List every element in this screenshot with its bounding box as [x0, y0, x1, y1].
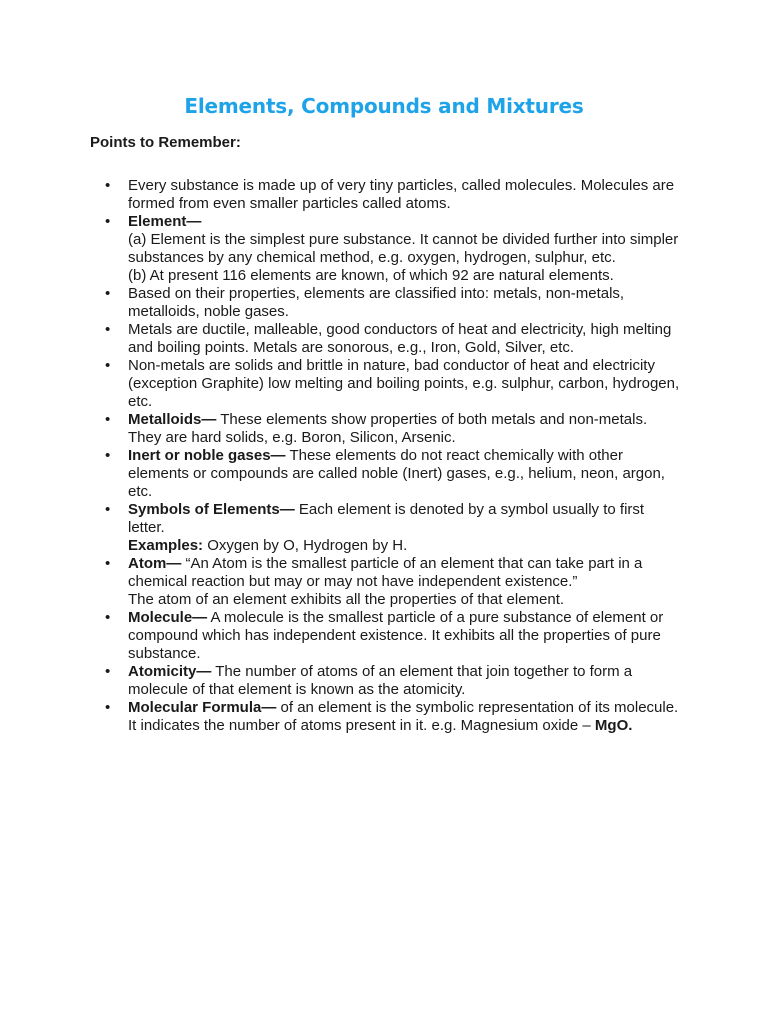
body-text: (a) Element is the simplest pure substance. It cannot be divided further into simpler substances by any chemical method, e.g. oxygen, hydrogen, sulphur, etc. — [128, 231, 679, 266]
list-item — [128, 213, 680, 285]
section-subtitle: Points to Remember: — [90, 134, 241, 151]
body-text: The atom of an element exhibits all the properties of that element. — [128, 591, 565, 608]
body-text: The number of atoms of an element that join together to form a molecule of that element is known as the atomicity. — [128, 663, 633, 698]
body-text: “An Atom is the smallest particle of an element that can take part in a chemical reaction but may or may not have independent existence.” — [128, 555, 643, 590]
list-item-line — [128, 231, 680, 267]
body-text: Non-metals are solids and brittle in nature, bad conductor of heat and electricity (exception Graphite) low melting and boiling points, e.g. sulphur, carbon, hydrogen, etc. — [128, 357, 680, 410]
term-label: Atom— — [128, 555, 182, 572]
list-item-line — [128, 609, 680, 663]
list-item — [128, 699, 680, 735]
points-list — [128, 177, 680, 735]
body-text: A molecule is the smallest particle of a pure substance of element or compound which has independent existence. It exhibits all the properties of pure substance. — [128, 609, 664, 662]
list-item-line — [128, 213, 680, 231]
body-text: These elements show properties of both metals and non-metals. They are hard solids, e.g. Boron, Silicon, Arsenic. — [128, 411, 648, 446]
list-item-line — [128, 555, 680, 591]
list-item-line — [128, 357, 680, 411]
body-text: Metals are ductile, malleable, good conductors of heat and electricity, high melting and boiling points. Metals are sonorous, e.g., Iron, Gold, Silver, etc. — [128, 321, 672, 356]
list-item-line — [128, 267, 680, 285]
body-text: (b) At present 116 elements are known, of which 92 are natural elements. — [128, 267, 614, 284]
body-text: Every substance is made up of very tiny particles, called molecules. Molecules are formed from even smaller particles called atoms. — [128, 177, 675, 212]
list-item-line — [128, 591, 680, 609]
list-item — [128, 501, 680, 555]
list-item — [128, 447, 680, 501]
body-text: Each element is denoted by a symbol usually to first letter. — [128, 501, 645, 536]
list-item-line — [128, 321, 680, 357]
list-item — [128, 357, 680, 411]
term-label: Molecule— — [128, 609, 208, 626]
list-item — [128, 177, 680, 213]
term-label: Molecular Formula— — [128, 699, 277, 716]
term-label: Element— — [128, 213, 202, 230]
list-item-line — [128, 447, 680, 501]
list-item-line — [128, 411, 680, 447]
list-item — [128, 411, 680, 447]
list-item — [128, 555, 680, 609]
term-label: Atomicity— — [128, 663, 212, 680]
list-item-line — [128, 501, 680, 537]
term-label: Inert or noble gases— — [128, 447, 286, 464]
body-text: Oxygen by O, Hydrogen by H. — [203, 537, 408, 554]
list-item — [128, 285, 680, 321]
body-text: Based on their properties, elements are classified into: metals, non-metals, metalloids, noble gases. — [128, 285, 625, 320]
body-text: of an element is the symbolic representation of its molecule. It indicates the number of atoms present in it. e.g. Magnesium oxide – — [128, 699, 679, 734]
list-item-line — [128, 285, 680, 321]
term-label: Metalloids— — [128, 411, 217, 428]
list-item — [128, 321, 680, 357]
list-item-line — [128, 177, 680, 213]
list-item-line — [128, 663, 680, 699]
list-item-line — [128, 537, 680, 555]
list-item — [128, 663, 680, 699]
page-title: Elements, Compounds and Mixtures — [184, 94, 584, 118]
term-label: Symbols of Elements— — [128, 501, 295, 518]
list-item-line — [128, 699, 680, 735]
formula-label: MgO. — [594, 717, 633, 734]
list-item — [128, 609, 680, 663]
body-text: These elements do not react chemically with other elements or compounds are called noble (Inert) gases, e.g., helium, neon, argon, etc. — [128, 447, 665, 500]
term-label: Examples: — [128, 537, 204, 554]
